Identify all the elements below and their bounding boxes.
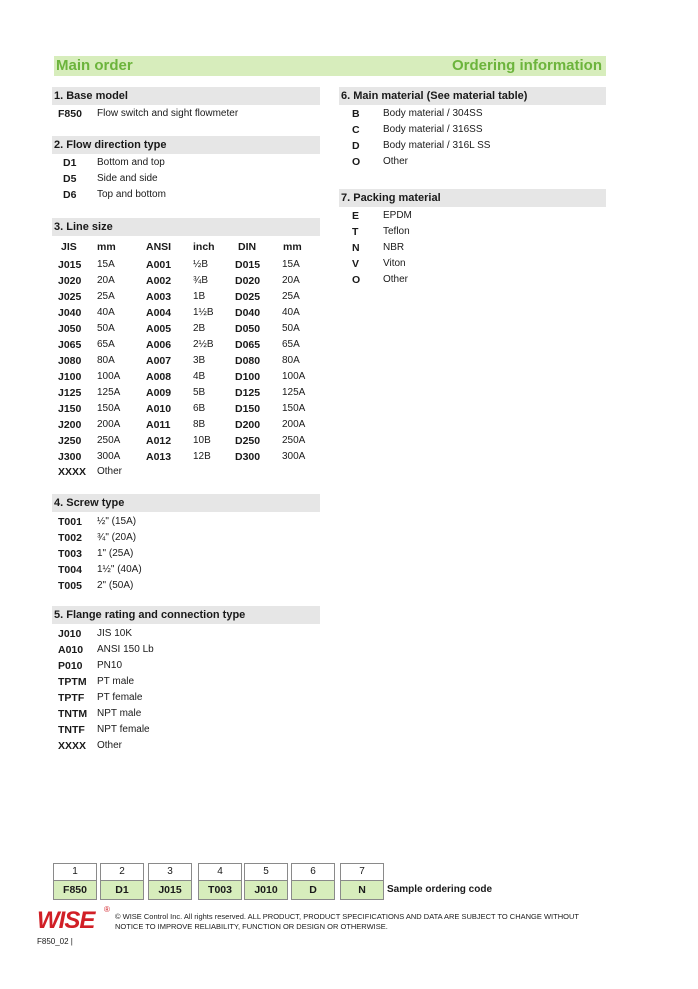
item-code: D5 xyxy=(63,173,77,185)
table-cell-value: 1½B xyxy=(193,307,214,318)
item-desc: Teflon xyxy=(383,226,410,237)
table-header-mm-din: mm xyxy=(283,241,302,253)
table-cell-code: D080 xyxy=(235,355,261,367)
table-cell-value: 150A xyxy=(97,403,121,414)
section-screw-type-title: 4. Screw type xyxy=(52,494,320,512)
item-code: J010 xyxy=(58,628,82,640)
table-cell-value: 20A xyxy=(282,275,300,286)
item-code: T005 xyxy=(58,580,82,592)
item-code: A010 xyxy=(58,644,84,656)
table-cell-value: ½B xyxy=(193,259,209,270)
table-cell-value: 250A xyxy=(282,435,306,446)
item-desc: Body material / 304SS xyxy=(383,108,483,119)
table-cell-value: 3B xyxy=(193,355,206,366)
section-base-model-title: 1. Base model xyxy=(52,87,320,105)
table-header-jis: JIS xyxy=(61,241,77,253)
item-code: C xyxy=(352,124,360,136)
table-cell-value: 15A xyxy=(282,259,300,270)
table-cell-value: 200A xyxy=(97,419,121,430)
table-cell-code: D250 xyxy=(235,435,261,447)
item-code: O xyxy=(352,156,361,168)
table-cell-value: 25A xyxy=(282,291,300,302)
item-code: D xyxy=(352,140,360,152)
table-cell-value: 6B xyxy=(193,403,206,414)
table-cell-code: J015 xyxy=(58,259,82,271)
item-code: TNTM xyxy=(58,708,88,720)
table-cell-code: J080 xyxy=(58,355,82,367)
code-position: 2 xyxy=(101,864,143,881)
section-main-material-title: 6. Main material (See material table) xyxy=(339,87,606,105)
section-flange-title: 5. Flange rating and connection type xyxy=(52,606,320,624)
table-cell-code: A012 xyxy=(146,435,172,447)
code-box xyxy=(244,863,288,900)
table-cell-value: 1B xyxy=(193,291,206,302)
section-packing-material-title: 7. Packing material xyxy=(339,189,606,207)
item-code: V xyxy=(352,258,360,270)
item-code: D6 xyxy=(63,189,77,201)
table-cell-value: 8B xyxy=(193,419,206,430)
header-ordering-information: Ordering information xyxy=(452,57,602,74)
table-cell-value: 80A xyxy=(282,355,300,366)
table-cell-code: J040 xyxy=(58,307,82,319)
item-desc: Body material / 316L SS xyxy=(383,140,491,151)
code-box xyxy=(53,863,97,900)
table-cell-code: D040 xyxy=(235,307,261,319)
item-code: XXXX xyxy=(58,740,87,752)
table-cell-code: D125 xyxy=(235,387,261,399)
item-desc: Side and side xyxy=(97,173,158,184)
item-desc: NBR xyxy=(383,242,405,253)
table-cell-value: 100A xyxy=(97,371,121,382)
table-cell-value: ¾B xyxy=(193,275,209,286)
code-box xyxy=(198,863,242,900)
table-cell-value: 5B xyxy=(193,387,206,398)
item-code: T002 xyxy=(58,532,82,544)
table-cell-code: J065 xyxy=(58,339,82,351)
item-code: E xyxy=(352,210,360,222)
item-desc: JIS 10K xyxy=(97,628,133,639)
item-desc: PN10 xyxy=(97,660,123,671)
table-header-mm: mm xyxy=(97,241,116,253)
item-code: N xyxy=(352,242,360,254)
item-code: T004 xyxy=(58,564,82,576)
table-cell-value: 100A xyxy=(282,371,306,382)
code-value: J010 xyxy=(245,881,287,899)
item-desc: Top and bottom xyxy=(97,189,166,200)
table-cell-code: D200 xyxy=(235,419,261,431)
code-value: T003 xyxy=(199,881,241,899)
table-cell-value: 12B xyxy=(193,451,211,462)
table-header-din: DIN xyxy=(238,241,257,253)
table-cell-code: A005 xyxy=(146,323,172,335)
table-cell-code: A006 xyxy=(146,339,172,351)
code-position: 3 xyxy=(149,864,191,881)
table-cell-value: 125A xyxy=(282,387,306,398)
table-cell-code: J125 xyxy=(58,387,82,399)
table-cell-value: 80A xyxy=(97,355,115,366)
table-cell-value: 125A xyxy=(97,387,121,398)
code-value: J015 xyxy=(149,881,191,899)
table-cell-value: 15A xyxy=(97,259,115,270)
item-desc: EPDM xyxy=(383,210,412,221)
table-cell-code: D015 xyxy=(235,259,261,271)
table-cell-code: D065 xyxy=(235,339,261,351)
table-cell-value: 25A xyxy=(97,291,115,302)
table-cell-code: A004 xyxy=(146,307,172,319)
table-cell-code: D100 xyxy=(235,371,261,383)
item-desc: Body material / 316SS xyxy=(383,124,483,135)
code-value: D1 xyxy=(101,881,143,899)
table-cell-code: A003 xyxy=(146,291,172,303)
table-cell-value: 50A xyxy=(97,323,115,334)
item-desc: ANSI 150 Lb xyxy=(97,644,154,655)
table-cell-value: 250A xyxy=(97,435,121,446)
item-desc: Viton xyxy=(383,258,406,269)
code-box xyxy=(291,863,335,900)
code-position: 4 xyxy=(199,864,241,881)
code-position: 6 xyxy=(292,864,334,881)
table-cell-value: 2B xyxy=(193,323,206,334)
table-cell-code: A011 xyxy=(146,419,171,431)
table-header-ansi: ANSI xyxy=(146,241,172,253)
table-cell-value: 50A xyxy=(282,323,300,334)
table-cell-code: J100 xyxy=(58,371,82,383)
table-cell-code: J025 xyxy=(58,291,82,303)
code-box xyxy=(148,863,192,900)
item-desc: 2" (50A) xyxy=(97,580,134,591)
table-cell-value: 65A xyxy=(97,339,115,350)
table-cell-code: A009 xyxy=(146,387,172,399)
item-code: XXXX xyxy=(58,466,87,478)
page-id: F850_02 | xyxy=(37,937,73,946)
table-cell-code: J050 xyxy=(58,323,82,335)
code-position: 7 xyxy=(341,864,383,881)
table-cell-value: 300A xyxy=(282,451,306,462)
wise-logo: WISE xyxy=(37,907,95,934)
item-desc: Other xyxy=(383,274,409,285)
item-desc: Bottom and top xyxy=(97,157,165,168)
item-code: D1 xyxy=(63,157,77,169)
code-value: F850 xyxy=(54,881,96,899)
copyright-notice: © WISE Control Inc. All rights reserved. ALL PRODUCT, PRODUCT SPECIFICATIONS AND DATA ARE SUBJECT TO CHANGE WITHOUT NOTICE TO IMPROVE RELIABILITY, FUNCTION OR DESIGN OR OTHERWISE. xyxy=(115,912,579,931)
section-line-size-title: 3. Line size xyxy=(52,218,320,236)
header-main-order: Main order xyxy=(56,57,133,74)
item-code: T xyxy=(352,226,359,238)
table-cell-value: 20A xyxy=(97,275,115,286)
table-cell-value: 4B xyxy=(193,371,206,382)
item-desc: ¾" (20A) xyxy=(97,532,137,543)
item-desc: Other xyxy=(97,740,123,751)
table-cell-code: J150 xyxy=(58,403,82,415)
code-position: 1 xyxy=(54,864,96,881)
table-cell-code: J020 xyxy=(58,275,82,287)
code-box xyxy=(340,863,384,900)
table-header-inch: inch xyxy=(193,241,215,253)
table-cell-value: 200A xyxy=(282,419,306,430)
table-cell-code: D150 xyxy=(235,403,261,415)
table-cell-code: J200 xyxy=(58,419,82,431)
table-cell-code: D025 xyxy=(235,291,261,303)
item-code: TNTF xyxy=(58,724,85,736)
code-value: N xyxy=(341,881,383,899)
item-desc: NPT female xyxy=(97,724,150,735)
table-cell-code: D020 xyxy=(235,275,261,287)
item-code: TPTF xyxy=(58,692,85,704)
table-cell-value: 65A xyxy=(282,339,300,350)
table-cell-value: 10B xyxy=(193,435,211,446)
item-desc: PT female xyxy=(97,692,143,703)
table-cell-code: J250 xyxy=(58,435,82,447)
table-cell-code: D300 xyxy=(235,451,261,463)
code-position: 5 xyxy=(245,864,287,881)
item-code: T003 xyxy=(58,548,82,560)
table-cell-code: A002 xyxy=(146,275,172,287)
item-code: O xyxy=(352,274,361,286)
table-cell-code: D050 xyxy=(235,323,261,335)
table-cell-code: A008 xyxy=(146,371,172,383)
registered-mark: ® xyxy=(104,905,110,914)
table-cell-value: 2½B xyxy=(193,339,214,350)
table-cell-code: A007 xyxy=(146,355,172,367)
table-cell-value: 150A xyxy=(282,403,306,414)
table-cell-code: A001 xyxy=(146,259,172,271)
table-cell-value: 300A xyxy=(97,451,121,462)
code-value: D xyxy=(292,881,334,899)
sample-ordering-label: Sample ordering code xyxy=(387,884,493,895)
code-box xyxy=(100,863,144,900)
item-code: F850 xyxy=(58,108,82,120)
item-code: TPTM xyxy=(58,676,87,688)
table-cell-code: J300 xyxy=(58,451,82,463)
item-desc: NPT male xyxy=(97,708,142,719)
table-cell-code: A010 xyxy=(146,403,172,415)
item-desc: ½" (15A) xyxy=(97,516,137,527)
item-desc: Flow switch and sight flowmeter xyxy=(97,108,239,119)
item-desc: PT male xyxy=(97,676,135,687)
table-cell-value: 40A xyxy=(97,307,115,318)
item-desc: Other xyxy=(97,466,123,477)
header-bar xyxy=(54,56,606,76)
table-cell-value: 40A xyxy=(282,307,300,318)
item-code: T001 xyxy=(58,516,82,528)
item-desc: Other xyxy=(383,156,409,167)
table-cell-code: A013 xyxy=(146,451,172,463)
item-code: B xyxy=(352,108,360,120)
item-code: P010 xyxy=(58,660,83,672)
item-desc: 1½" (40A) xyxy=(97,564,142,575)
section-flow-direction-title: 2. Flow direction type xyxy=(52,136,320,154)
item-desc: 1" (25A) xyxy=(97,548,134,559)
